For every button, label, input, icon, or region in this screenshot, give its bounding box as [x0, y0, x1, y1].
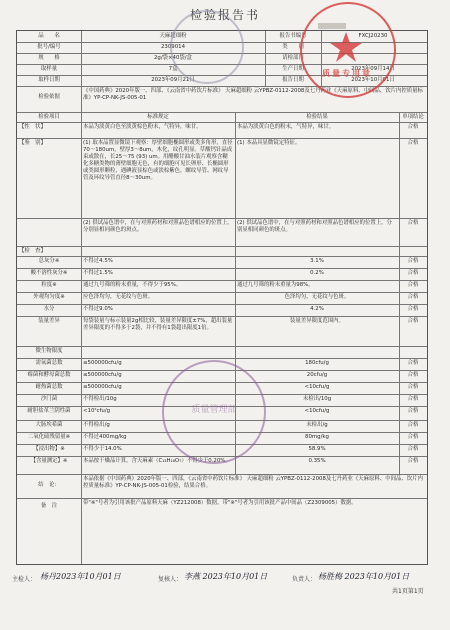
- row-result: 未检出/10g: [302, 396, 332, 402]
- row-standard: 不得过4.5%: [83, 258, 113, 264]
- row-result: 本品为淡黄白色的粉末，气特异，味甘。: [237, 124, 335, 130]
- row-verdict: 合格: [407, 396, 419, 402]
- row-result: 未检出/g: [306, 422, 328, 428]
- row-result: 装量差异限度范围内。: [290, 318, 344, 324]
- row-standard: ≤500000cfu/g: [83, 360, 122, 366]
- column-header: 检验项目: [38, 114, 60, 120]
- table-rule: [17, 268, 427, 269]
- row-standard: 不得过9.0%: [83, 306, 113, 312]
- row-verdict: 合格: [407, 458, 419, 464]
- row-verdict: 合格: [407, 306, 419, 312]
- table-rule: [17, 218, 427, 219]
- header-value: 2g/袋×40袋/盒: [153, 55, 193, 61]
- row-standard: (1) 取本品置显微镜下观察：厚壁细胞椭圆形或类多角形，直径70～180um，壁厚3～8um，木化，纹孔明显。草酸钙针晶成束或散在，长25～75 (93) um。用醋酸甘油水装片观察含糊化多糖类物的薄壁细胞无色，有的细胞可见长卵形、长椭圆形或类圆形颗粒，遇碘液显棕色或淡棕紫色。螺纹导管、网纹导管及环纹导管直径8～30um。: [83, 140, 233, 181]
- row-verdict: 合格: [407, 294, 419, 300]
- header-label: 品 名: [38, 33, 60, 39]
- row-verdict: 合格: [407, 318, 419, 324]
- header-label: 取样日期: [38, 77, 60, 83]
- row-verdict: 合格: [407, 408, 419, 414]
- row-standard: 不得过400mg/kg: [83, 434, 127, 440]
- conclusion-label: 结 论：: [38, 482, 60, 488]
- row-standard: ≤500000cfu/g: [83, 372, 122, 378]
- header-label: 生产日期: [282, 66, 304, 72]
- inspector-signature: 杨丹2023年10月01日: [40, 572, 121, 581]
- row-item: 粒度※: [41, 282, 57, 288]
- table-rule: [17, 292, 427, 293]
- star-icon: [300, 2, 392, 94]
- row-item: 装量差异: [38, 318, 60, 324]
- header-label: 取样量: [40, 66, 58, 72]
- row-verdict: 合格: [407, 422, 419, 428]
- table-rule: [17, 304, 427, 305]
- header-value: 2309014: [160, 44, 185, 50]
- table-rule: [17, 280, 427, 281]
- row-verdict: 合格: [407, 270, 419, 276]
- row-item: 总灰分※: [38, 258, 60, 264]
- table-column-rule: [81, 112, 82, 474]
- quality-management-stamp: [162, 360, 266, 464]
- header-value: 2023年09月14日: [351, 66, 395, 72]
- row-result: 3.1%: [310, 258, 324, 264]
- header-value: 2023年10月01日: [351, 77, 395, 83]
- row-verdict: 合格: [407, 446, 419, 452]
- table-rule: [17, 256, 427, 257]
- row-standard: (2) 供试品色谱中，在与对照药材和对照品色谱相应的位置上，分别显相同颜色的斑点。: [83, 220, 233, 233]
- row-standard: 不得少于14.0%: [83, 446, 122, 452]
- row-item: 耐胆盐革兰阴性菌: [27, 408, 71, 414]
- row-verdict: 合格: [407, 282, 419, 288]
- row-result: 4.2%: [310, 306, 324, 312]
- row-result: <10cfu/g: [304, 384, 330, 390]
- row-standard: ≤500000cfu/g: [83, 384, 122, 390]
- row-item: 二氧化硫残留量※: [27, 434, 71, 440]
- header-value: 2023年09月21日: [151, 77, 195, 83]
- header-value: 7盒: [168, 66, 178, 72]
- row-standard: 应色泽均匀，无花纹与色斑。: [83, 294, 154, 300]
- row-standard: 不得检出/10g: [83, 396, 117, 402]
- row-result: 58.9%: [308, 446, 326, 452]
- row-result: 0.2%: [310, 270, 324, 276]
- row-result: 0.35%: [308, 458, 326, 464]
- row-result: 色泽均匀，无花纹与色斑。: [284, 294, 350, 300]
- table-rule: [17, 316, 427, 317]
- row-verdict: 合格: [407, 258, 419, 264]
- table-column-rule: [81, 31, 82, 86]
- table-rule: [17, 112, 427, 113]
- quality-management-text: 质量管理部: [191, 405, 237, 415]
- quality-seal-stamp: [300, 2, 396, 98]
- row-verdict: 合格: [407, 360, 419, 366]
- row-item: 微生物限度: [35, 348, 63, 354]
- row-standard: 本品按干燥品计算，含天麻素（C₁₃H₁₈O₇）不得少于0.20%。: [83, 458, 231, 464]
- leader-label: 负责人：: [292, 576, 317, 583]
- basis-label: 检验依据: [38, 94, 60, 100]
- table-rule: [17, 346, 427, 347]
- table-rule: [17, 122, 427, 123]
- leader-signature: 杨胜梅 2023年10月01日: [318, 572, 410, 581]
- header-value: FXCJ20230: [358, 33, 388, 39]
- header-value: 天麻超细粉: [159, 33, 187, 39]
- remark-label: 备 注: [40, 503, 58, 509]
- header-label: 请检部门: [282, 55, 304, 61]
- row-item: 大肠埃希菌: [35, 422, 63, 428]
- row-item: 【含量测定】※: [30, 458, 68, 464]
- header-label: 批号/编号: [37, 44, 61, 50]
- row-verdict: 合格: [407, 434, 419, 440]
- row-item: 酸不溶性灰分※: [30, 270, 68, 276]
- report-table: [16, 30, 428, 565]
- row-verdict: 合格: [407, 384, 419, 390]
- faint-stamp-top: [170, 10, 244, 84]
- row-standard: <10²cfu/g: [83, 408, 111, 414]
- page-number: 共1页第1页: [392, 588, 424, 595]
- row-item: 霉菌和酵母菌总数: [27, 372, 71, 378]
- row-result: 通过九号筛的粉末重量为98%。: [237, 282, 314, 288]
- table-column-rule: [81, 474, 82, 498]
- table-column-rule: [399, 112, 400, 474]
- header-label: 类 别: [282, 44, 304, 50]
- page-title: 检验报告书: [189, 8, 260, 22]
- row-standard: 不得过1.5%: [83, 270, 113, 276]
- header-label: 报告日期: [282, 77, 304, 83]
- row-result: 80mg/kg: [305, 434, 329, 440]
- inspector-label: 主检人：: [12, 576, 37, 583]
- table-column-rule: [81, 86, 82, 112]
- header-label: 规 格: [38, 55, 60, 61]
- row-verdict: 合格: [407, 140, 419, 146]
- row-verdict: 合格: [407, 372, 419, 378]
- table-rule: [17, 358, 427, 359]
- row-item: 【性 状】: [19, 124, 46, 130]
- quality-seal-text: 质量专用章: [322, 69, 372, 78]
- table-column-rule: [265, 31, 266, 86]
- column-header: 检验结果: [306, 114, 328, 120]
- row-standard: 每袋装量与标示装量2g相比较，装量差异限度±7%，超出装量差异限度的不得多于2袋，并不得有1袋超出限度1倍。: [83, 318, 233, 331]
- column-header: 标准规定: [147, 114, 169, 120]
- table-rule: [17, 246, 427, 247]
- table-rule: [17, 474, 427, 475]
- row-item: 外观均匀度※: [33, 294, 65, 300]
- header-label: 报告书编号: [279, 33, 307, 39]
- remark-text: 带"※"号者为引用该批产品原料天麻（YZ212008）数据，带"※"号者为引用该批产品中间品（Z2309005）数据。: [83, 500, 357, 506]
- table-column-rule: [81, 498, 82, 564]
- row-result: 20cfu/g: [306, 372, 328, 378]
- column-header: 单项结论: [402, 114, 424, 120]
- table-rule: [17, 498, 427, 499]
- row-verdict: 合格: [407, 220, 419, 226]
- reviewer-label: 复核人：: [158, 576, 183, 583]
- row-item: 【浸出物】※: [33, 446, 65, 452]
- reviewer-signature: 李燕 2023年10月01日: [184, 572, 268, 581]
- row-result: <10cfu/g: [304, 408, 330, 414]
- row-standard: 本品为淡黄白色至淡黄棕色粉末，气特异，味甘。: [83, 124, 202, 130]
- row-item: 【检 查】: [19, 248, 46, 254]
- table-rule: [17, 138, 427, 139]
- conclusion-text: 本品依据《中国药典》2020年版一、四部，《云南省中药饮片标准》 天麻超细粉 云YPBZ-0112-2008及七丹药业《天麻原料、中间品、饮片内控质量标准》YP-CP-NK-JS-005-01检验，结果合格。: [83, 476, 423, 489]
- row-result: 180cfu/g: [305, 360, 329, 366]
- basis-text: 《中国药典》2020年版一、四部、《云南省中药饮片标准》 天麻超细粉 云YPBZ-0112-2008及七丹药业《天麻原料、中间品、饮片内控质量标准》YP-CP-NK-JS-005-01: [83, 88, 423, 101]
- row-result: (1) 本品具显微镜定特征。: [237, 140, 301, 146]
- row-standard: 通过九号筛的粉末重量，不得少于95%。: [83, 282, 182, 288]
- row-item: 耐热菌总数: [35, 384, 63, 390]
- row-item: 沙门菌: [40, 396, 58, 402]
- row-standard: 不得检出/g: [83, 422, 110, 428]
- row-item: 需氧菌总数: [35, 360, 63, 366]
- row-item: 【鉴 别】: [19, 140, 46, 146]
- row-result: (2) 供试品色谱中，在与对照药材和对照品色谱相应的位置上，分别显相同颜色的斑点。: [237, 220, 392, 233]
- row-item: 水分: [43, 306, 55, 312]
- row-verdict: 合格: [407, 124, 419, 130]
